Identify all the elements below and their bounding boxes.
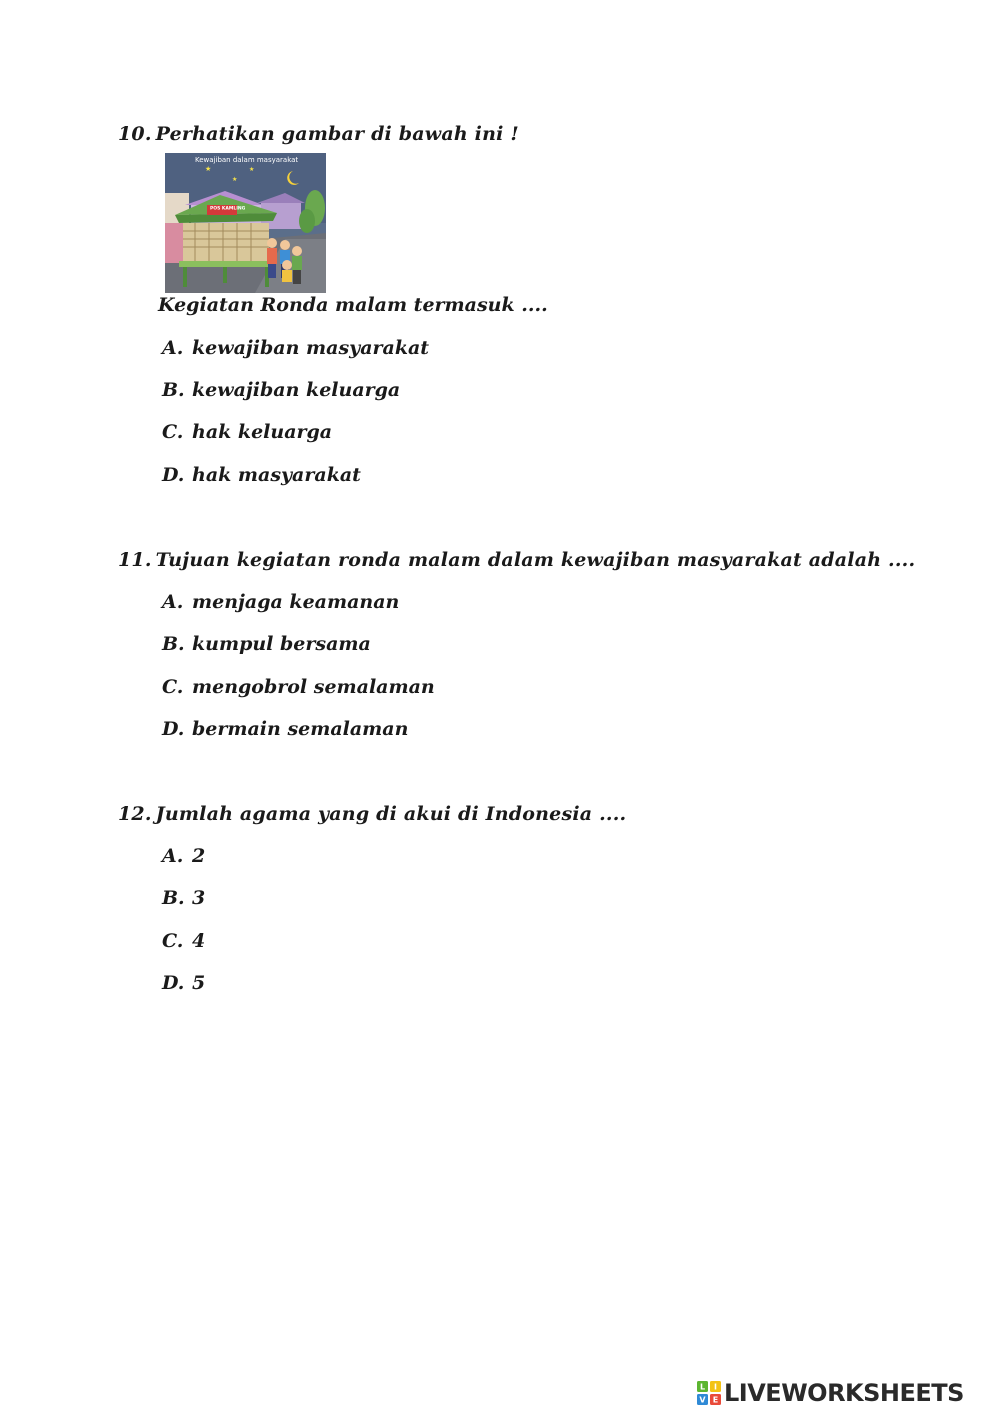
question-12 — [118, 803, 626, 825]
svg-text:V: V — [699, 1395, 706, 1405]
option-text: kewajiban keluarga — [192, 379, 401, 401]
option-text: kumpul bersama — [192, 633, 371, 655]
option-text: hak keluarga — [192, 421, 333, 443]
post-sign-text: POS KAMLING — [210, 206, 246, 212]
option-letter: A. — [162, 845, 184, 867]
night-watch-illustration — [165, 153, 326, 293]
option-letter: D. — [162, 972, 185, 994]
question-text: Jumlah agama yang di akui di Indonesia .... — [155, 803, 627, 825]
option-letter: C. — [162, 676, 184, 698]
option-text: mengobrol semalaman — [192, 676, 435, 698]
option-letter: D. — [162, 464, 185, 486]
svg-text:I: I — [714, 1382, 717, 1392]
option-text: menjaga keamanan — [192, 591, 400, 613]
star-icon: ★ — [205, 165, 212, 173]
option-11-c[interactable] — [162, 676, 435, 698]
liveworksheets-logo-icon — [697, 1381, 721, 1405]
star-icon: ★ — [232, 176, 238, 183]
option-letter: C. — [162, 421, 184, 443]
option-12-c[interactable] — [162, 930, 205, 952]
night-watch-post-illustration — [165, 153, 326, 293]
svg-text:E: E — [712, 1395, 719, 1405]
option-letter: A. — [162, 591, 184, 613]
option-11-b[interactable] — [162, 633, 371, 655]
option-text: 5 — [192, 972, 206, 994]
option-letter: C. — [162, 930, 184, 952]
question-11 — [118, 549, 915, 571]
star-icon: ★ — [249, 166, 255, 173]
option-letter: A. — [162, 337, 184, 359]
option-10-a[interactable] — [162, 337, 429, 359]
option-letter: B. — [162, 633, 185, 655]
option-12-b[interactable] — [162, 887, 205, 909]
question-10-stem: Kegiatan Ronda malam termasuk .... — [158, 294, 548, 316]
option-letter: D. — [162, 718, 185, 740]
option-10-d[interactable] — [162, 464, 361, 486]
option-letter: B. — [162, 379, 185, 401]
option-text: hak masyarakat — [192, 464, 361, 486]
question-10 — [118, 123, 519, 145]
option-letter: B. — [162, 887, 185, 909]
option-text: 3 — [192, 887, 206, 909]
option-text: 4 — [192, 930, 206, 952]
option-11-a[interactable] — [162, 591, 399, 613]
option-text: kewajiban masyarakat — [192, 337, 430, 359]
liveworksheets-logo — [697, 1378, 964, 1408]
logo-text: LIVEWORKSHEETS — [724, 1379, 964, 1407]
option-10-b[interactable] — [162, 379, 400, 401]
illustration-caption: Kewajiban dalam masyarakat — [195, 156, 299, 164]
svg-text:L: L — [699, 1382, 706, 1392]
option-12-a[interactable] — [162, 845, 205, 867]
question-number: 11. — [118, 549, 152, 571]
option-12-d[interactable] — [162, 972, 205, 994]
question-text: Perhatikan gambar di bawah ini ! — [155, 123, 519, 145]
option-11-d[interactable] — [162, 718, 408, 740]
option-10-c[interactable] — [162, 421, 332, 443]
option-text: 2 — [192, 845, 206, 867]
question-number: 12. — [118, 803, 152, 825]
question-number: 10. — [118, 123, 152, 145]
question-text: Tujuan kegiatan ronda malam dalam kewajiban masyarakat adalah .... — [155, 549, 916, 571]
option-text: bermain semalaman — [192, 718, 409, 740]
